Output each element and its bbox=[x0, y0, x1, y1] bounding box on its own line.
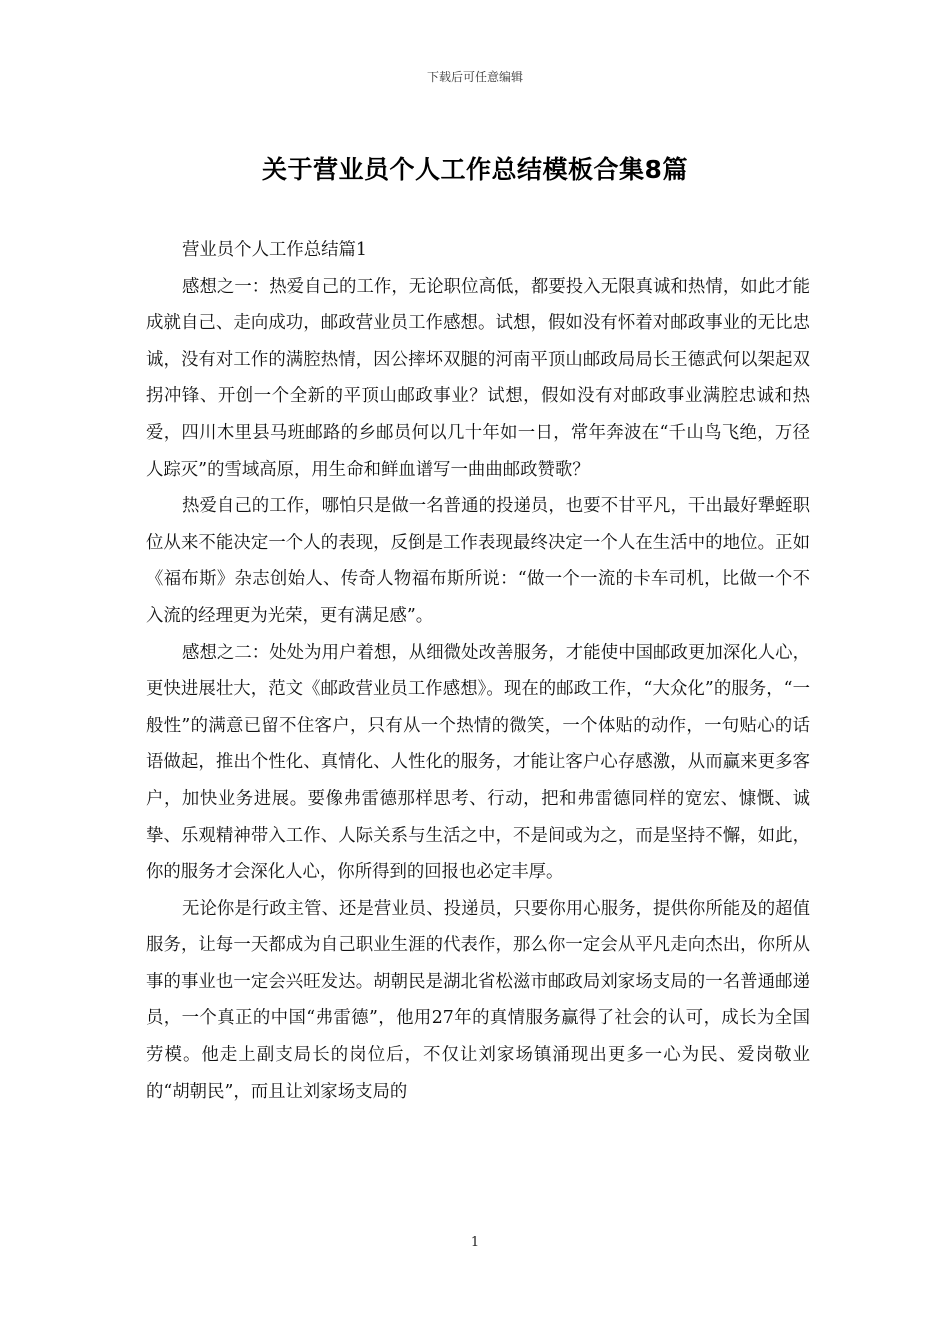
paragraph-1: 感想之一：热爱自己的工作，无论职位高低，都要投入无限真诚和热情，如此才能成就自己、走向成功，邮政营业员工作感想。试想，假如没有怀着对邮政事业的无比忠诚，没有对工作的满腔热情，因公摔坏双腿的河南平顶山邮政局局长王德武何以架起双拐冲锋、开创一个全新的平顶山邮政事业？试想，假如没有对邮政事业满腔忠诚和热爱，四川木里县马班邮路的乡邮员何以几十年如一日，常年奔波在“千山鸟飞绝，万径人踪灭”的雪域高原，用生命和鲜血谱写一曲曲邮政赞歌？ bbox=[146, 276, 810, 480]
page-title: 关于营业员个人工作总结模板合集8篇 bbox=[262, 155, 688, 184]
paragraph-3: 感想之二：处处为用户着想，从细微处改善服务，才能使中国邮政更加深化人心，更快进展壮大，范文《邮政营业员工作感想》。现在的邮政工作，“大众化”的服务，“一般性”的满意已留不住客户，只有从一个热情的微笑，一个体贴的动作，一句贴心的话语做起，推出个性化、真情化、人性化的服务，才能让客户心存感激，从而赢来更多客户，加快业务进展。要像弗雷德那样思考、行动，把和弗雷德同样的宽宏、慷慨、诚挚、乐观精神带入工作、人际关系与生活之中，不是间或为之，而是坚持不懈，如此，你的服务才会深化人心，你所得到的回报也必定丰厚。 bbox=[146, 642, 810, 883]
document-body bbox=[146, 232, 810, 1110]
page-number: 1 bbox=[470, 1235, 480, 1250]
section-heading: 营业员个人工作总结篇1 bbox=[182, 240, 367, 260]
header-note: 下载后可任意编辑 bbox=[426, 70, 523, 84]
paragraph-4: 无论你是行政主管、还是营业员、投递员，只要你用心服务，提供你所能及的超值服务，让每一天都成为自己职业生涯的代表作，那么你一定会从平凡走向杰出，你所从事的事业也一定会兴旺发达。胡朝民是湖北省松滋市邮政局刘家场支局的一名普通邮递员，一个真正的中国“弗雷德”，他用27年的真情服务赢得了社会的认可，成长为全国劳模。他走上副支局长的岗位后，不仅让刘家场镇涌现出更多一心为民、爱岗敬业的“胡朝民”，而且让刘家场支局的 bbox=[146, 898, 810, 1102]
paragraph-2: 热爱自己的工作，哪怕只是做一名普通的投递员，也要不甘平凡，干出最好犟蛭职位从来不能决定一个人的表现，反倒是工作表现最终决定一个人在生活中的地位。正如《福布斯》杂志创始人、传奇人物福布斯所说：“做一个一流的卡车司机，比做一个不入流的经理更为光荣，更有满足感”。 bbox=[146, 496, 810, 626]
